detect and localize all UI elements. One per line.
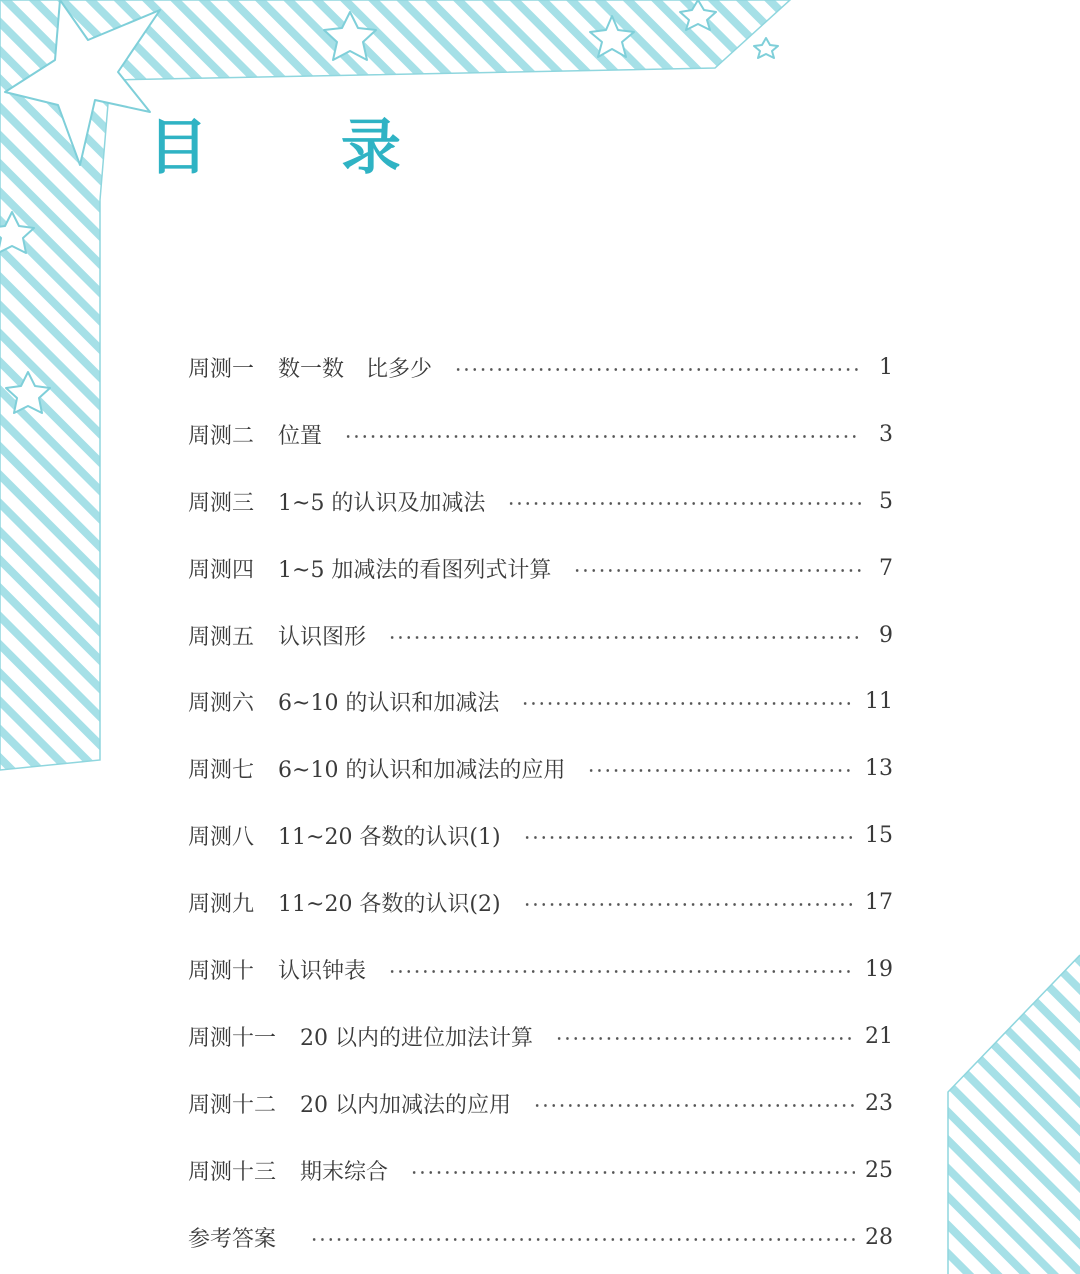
toc-entry-number: 周测十二 — [188, 1092, 277, 1118]
toc-entry-page: 7 — [879, 555, 893, 581]
toc-entry-title: 认识图形 — [278, 624, 367, 650]
toc-entry[interactable] — [188, 936, 893, 1003]
toc-entry-title: 11~20 各数的认识(1) — [278, 825, 501, 851]
toc-entry-page: 23 — [865, 1090, 893, 1116]
toc-entry[interactable] — [188, 802, 893, 869]
table-of-contents — [188, 334, 893, 1270]
toc-entry[interactable] — [188, 1003, 893, 1070]
toc-entry-number: 周测一 — [188, 356, 255, 382]
toc-entry-title: 位置 — [278, 423, 323, 449]
toc-entry-title: 1~5 加减法的看图列式计算 — [278, 557, 552, 583]
toc-entry-title: 认识钟表 — [278, 958, 367, 984]
toc-entry-title: 11~20 各数的认识(2) — [278, 892, 501, 918]
dot-leader — [555, 1037, 855, 1040]
toc-entry[interactable] — [188, 334, 893, 401]
toc-entry-page: 21 — [865, 1023, 893, 1049]
toc-entry-number: 周测十一 — [188, 1025, 277, 1051]
toc-entry-title: 20 以内加减法的应用 — [300, 1092, 512, 1118]
toc-entry-page: 15 — [865, 823, 893, 849]
toc-entry[interactable] — [188, 735, 893, 802]
toc-entry[interactable] — [188, 1204, 893, 1271]
dot-leader — [507, 502, 861, 505]
dot-leader — [410, 1171, 855, 1174]
toc-entry[interactable] — [188, 1070, 893, 1137]
toc-entry-page: 11 — [865, 689, 893, 715]
toc-entry-title: 6~10 的认识和加减法的应用 — [278, 758, 566, 784]
dot-leader — [454, 368, 861, 371]
dot-leader — [521, 702, 855, 705]
toc-entry-page: 17 — [865, 890, 893, 916]
dot-leader — [388, 970, 855, 973]
toc-entry-number: 周测三 — [188, 490, 255, 516]
dot-leader — [388, 636, 861, 639]
dot-leader — [523, 836, 855, 839]
dot-leader — [573, 569, 861, 572]
toc-entry-page: 1 — [879, 354, 893, 380]
dot-leader — [344, 435, 861, 438]
toc-entry-number: 周测十三 — [188, 1159, 277, 1185]
toc-entry-number: 参考答案 — [188, 1226, 277, 1252]
toc-entry-page: 13 — [865, 756, 893, 782]
toc-entry-page: 5 — [879, 488, 893, 514]
stripe-band-bottom-right — [948, 955, 1080, 1274]
toc-entry[interactable] — [188, 535, 893, 602]
toc-entry-page: 28 — [865, 1224, 893, 1250]
toc-entry[interactable] — [188, 668, 893, 735]
toc-entry-title: 1~5 的认识及加减法 — [278, 490, 486, 516]
page-title: 目 录 — [148, 113, 457, 183]
toc-entry-page: 25 — [865, 1157, 893, 1183]
toc-entry-number: 周测八 — [188, 825, 255, 851]
toc-entry-number: 周测二 — [188, 423, 255, 449]
toc-entry-number: 周测四 — [188, 557, 255, 583]
toc-entry[interactable] — [188, 401, 893, 468]
dot-leader — [587, 769, 855, 772]
toc-entry-title: 6~10 的认识和加减法 — [278, 691, 500, 717]
dot-leader — [533, 1104, 855, 1107]
toc-entry-number: 周测六 — [188, 691, 255, 717]
toc-entry[interactable] — [188, 468, 893, 535]
toc-entry-title: 期末综合 — [300, 1159, 389, 1185]
dot-leader — [523, 903, 855, 906]
toc-entry-page: 3 — [879, 421, 893, 447]
toc-entry[interactable] — [188, 602, 893, 669]
toc-entry[interactable] — [188, 869, 893, 936]
star-icon — [754, 38, 778, 58]
toc-entry-number: 周测五 — [188, 624, 255, 650]
toc-entry-page: 19 — [865, 956, 893, 982]
toc-entry-title: 数一数 比多少 — [278, 356, 433, 382]
toc-entry-title: 20 以内的进位加法计算 — [300, 1025, 534, 1051]
toc-entry-number: 周测七 — [188, 758, 255, 784]
toc-entry-page: 9 — [879, 622, 893, 648]
toc-entry-number: 周测十 — [188, 958, 255, 984]
dot-leader — [310, 1238, 855, 1241]
toc-entry[interactable] — [188, 1137, 893, 1204]
toc-entry-number: 周测九 — [188, 892, 255, 918]
